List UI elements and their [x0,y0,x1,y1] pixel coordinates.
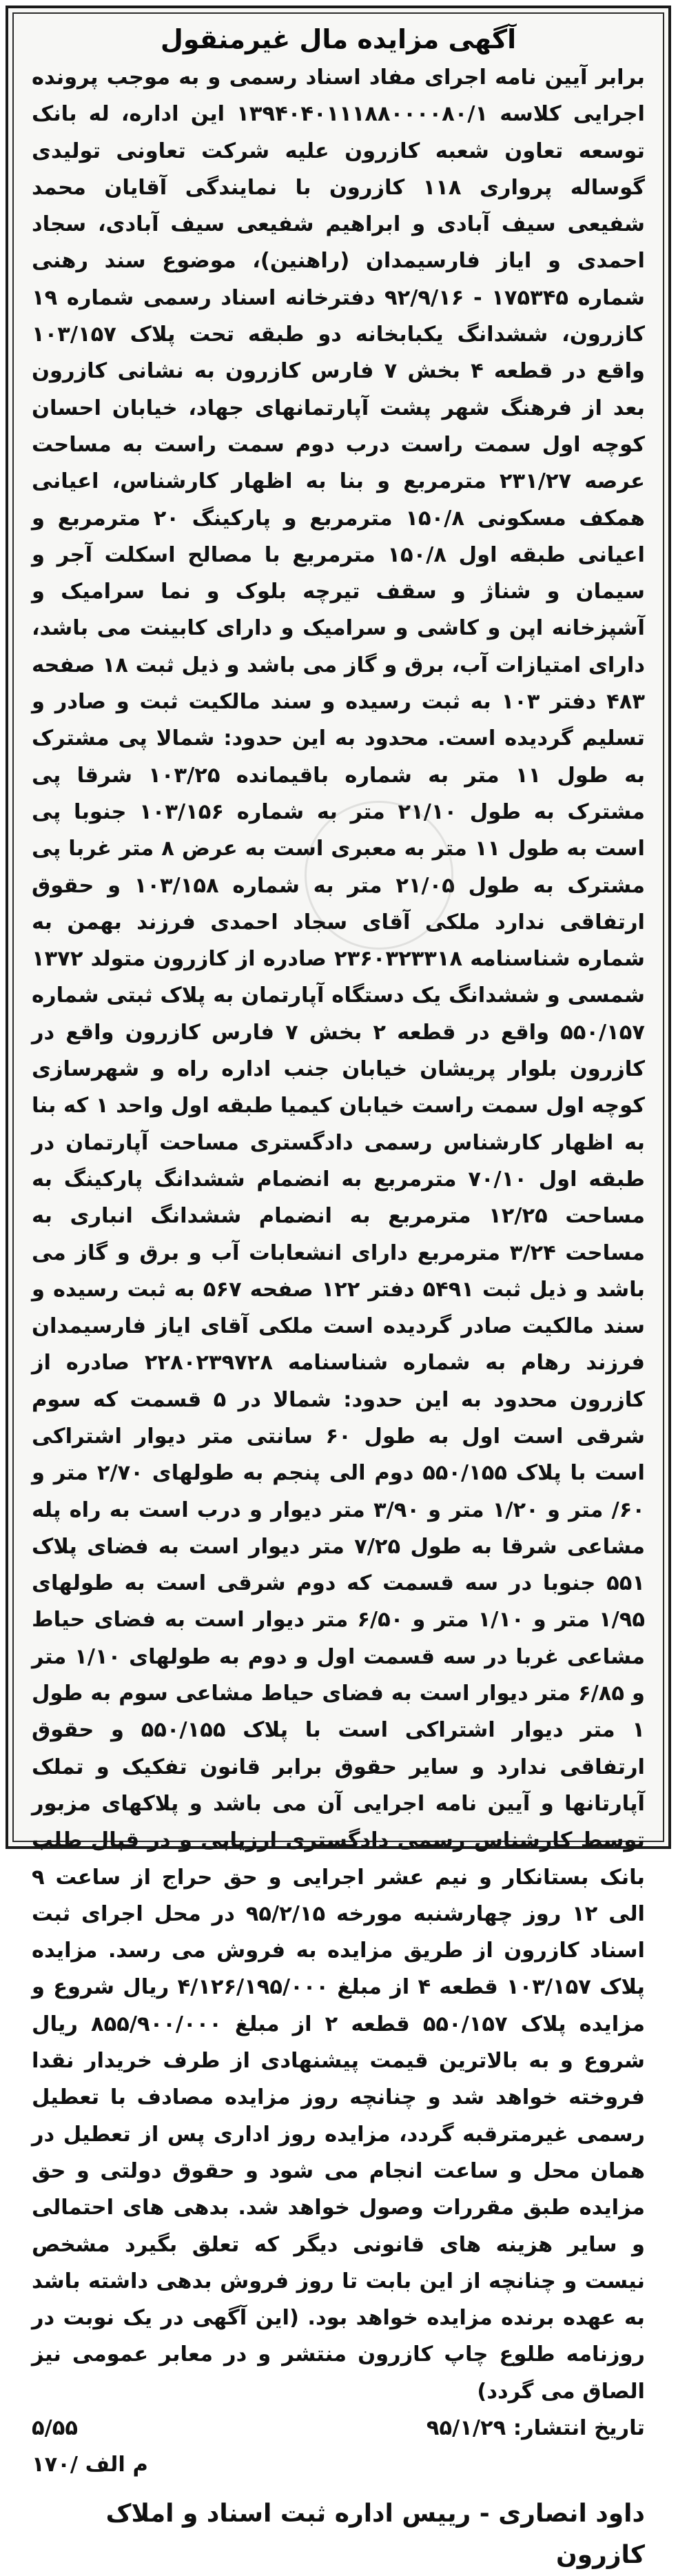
notice-inner-border [12,12,664,2569]
signature: داود انصاری - رییس اداره ثبت اسناد و املاک کازرون [105,2499,645,2569]
notice-code-a: ۵/۵۵ [32,2416,78,2440]
newspaper-notice-frame [6,6,671,2569]
notice-title: آگهی مزایده مال غیرمنقول [160,24,517,54]
publish-date: تاریخ انتشار: ۹۵/۱/۲۹ [426,2416,645,2440]
notice-body: برابر آیین نامه اجرای مفاد اسناد رسمی و به موجب پرونده اجرایی کلاسه ۱۳۹۴۰۴۰۱۱۱۸۸۰۰۰۰۸۰/۱ این اداره، له بانک توسعه تعاون شعبه کازرون علیه شرکت تعاونی تولیدی گوساله پرواری ۱۱۸ کازرون با نمایندگی آقایان محمد شفیعی سیف آبادی و ابراهیم شفیعی سیف آبادی، سجاد احمدی و ایاز فارسیمدان (راهنین)، موضوع سند رهنی شماره ۱۷۵۳۴۵ - ۹۲/۹/۱۶ دفترخانه اسناد رسمی شماره ۱۹ کازرون، ششدانگ یکبابخانه دو طبقه تحت پلاک ۱۰۳/۱۵۷ واقع در قطعه ۴ بخش ۷ فارس کازرون به نشانی کازرون بعد از فرهنگ شهر پشت آپارتمانهای جهاد، خیابان احسان کوچه اول سمت راست درب دوم سمت راست به مساحت عرصه ۲۳۱/۲۷ مترمربع و بنا به اظهار کارشناس، اعیانی همکف مسکونی ۱۵۰/۸ مترمربع و پارکینگ ۲۰ مترمربع و اعیانی طبقه اول ۱۵۰/۸ مترمربع با مصالح اسکلت آجر و سیمان و شناژ و سقف تیرچه بلوک و نما سرامیک و آشپزخانه اپن و کاشی و سرامیک و دارای کابینت می باشد، دارای امتیازات آب، برق و گاز می باشد و ذیل ثبت ۱۸ صفحه ۴۸۳ دفتر ۱۰۳ به ثبت رسیده و سند مالکیت ثبت و صادر و تسلیم گردیده است. محدود به این حدود: شمالا پی مشترک به طول ۱۱ متر به شماره باقیمانده ۱۰۳/۲۵ شرقا پی مشترک به طول ۲۱/۱۰ متر به شماره ۱۰۳/۱۵۶ جنوبا پی است به طول ۱۱ متر به معبری است به عرض ۸ متر غربا پی مشترک به طول ۲۱/۰۵ متر به شماره ۱۰۳/۱۵۸ و حقوق ارتفاقی ندارد ملکی آقای سجاد احمدی فرزند بهمن به شماره شناسنامه ۲۳۶۰۳۲۳۳۱۸ صادره از کازرون متولد ۱۳۷۲ شمسی و ششدانگ یک دستگاه آپارتمان به پلاک ثبتی شماره ۵۵۰/۱۵۷ واقع در قطعه ۲ بخش ۷ فارس کازرون واقع در کازرون بلوار پریشان خیابان جنب اداره راه و شهرسازی کوچه اول سمت راست خیابان کیمیا طبقه اول واحد ۱ که بنا به اظهار کارشناس رسمی دادگستری مساحت آپارتمان در طبقه اول ۷۰/۱۰ مترمربع به انضمام ششدانگ پارکینگ به مساحت ۱۲/۲۵ مترمربع به انضمام ششدانگ انباری به مساحت ۳/۲۴ مترمربع دارای انشعابات آب و برق و گاز می باشد و ذیل ثبت ۵۴۹۱ دفتر ۱۲۲ صفحه ۵۶۷ به ثبت رسیده و سند مالکیت صادر گردیده است ملکی آقای ایاز فارسیمدان فرزند رهام به شماره شناسنامه ۲۲۸۰۲۳۹۷۲۸ صادره از کازرون محدود به این حدود: شمالا در ۵ قسمت که سوم شرقی است اول به طول ۶۰ سانتی متر دیوار اشتراکی است با پلاک ۵۵۰/۱۵۵ دوم الی پنجم به طولهای ۲/۷۰ متر و ۶۰/ متر و ۱/۲۰ متر و ۳/۹۰ متر دیوار و درب است به راه پله مشاعی شرقا به طول ۷/۲۵ متر دیوار است به فضای پلاک ۵۵۱ جنوبا در سه قسمت که دوم شرقی است به طولهای ۱/۹۵ متر و ۱/۱۰ متر و ۶/۵۰ متر دیوار است به فضای حیاط مشاعی غربا در سه قسمت اول و دوم به طولهای ۱/۱۰ متر و ۶/۸۵ متر دیوار است به فضای حیاط مشاعی سوم به طول ۱ متر دیوار اشتراکی است با پلاک ۵۵۰/۱۵۵ و حقوق ارتفاقی ندارد و سایر حقوق برابر قانون تفکیک و تملک آپارتانها و آیین نامه اجرایی آن می باشد و پلاکهای مزبور توسط کارشناس رسمی دادگستری ارزیابی و در قبال طلب بانک بستانکار و نیم عشر اجرایی و حق حراج از ساعت ۹ الی ۱۲ روز چهارشنبه مورخه ۹۵/۲/۱۵ در محل اجرای ثبت اسناد کازرون از طریق مزایده به فروش می رسد. مزایده پلاک ۱۰۳/۱۵۷ قطعه ۴ از مبلغ ۴/۱۲۶/۱۹۵/۰۰۰ ریال شروع و مزایده پلاک ۵۵۰/۱۵۷ قطعه ۲ از مبلغ ۸۵۵/۹۰۰/۰۰۰ ریال شروع و به بالاترین قیمت پیشنهادی از طرف خریدار نقدا فروخته خواهد شد و چنانچه روز مزایده مصادف با تعطیل رسمی غیرمترقبه گردد، مزایده روز اداری پس از تعطیل در همان محل و ساعت انجام می شود و حقوق دولتی و حق مزایده طبق مقررات وصول خواهد شد. بدهی های احتمالی و سایر هزینه های قانونی دیگر که تعلق بگیرد مشخص نیست و چنانچه از این بابت تا روز فروش بدهی داشته باشد به عهده برنده مزایده خواهد بود. (این آگهی در یک نوبت در روزنامه طلوع چاپ کازرون منتشر و در معابر عمومی نیز الصاق می گردد) [32,65,646,2404]
notice-code-b: ۱۷۰/ م الف [32,2453,148,2477]
publication-line [32,2410,645,2446]
